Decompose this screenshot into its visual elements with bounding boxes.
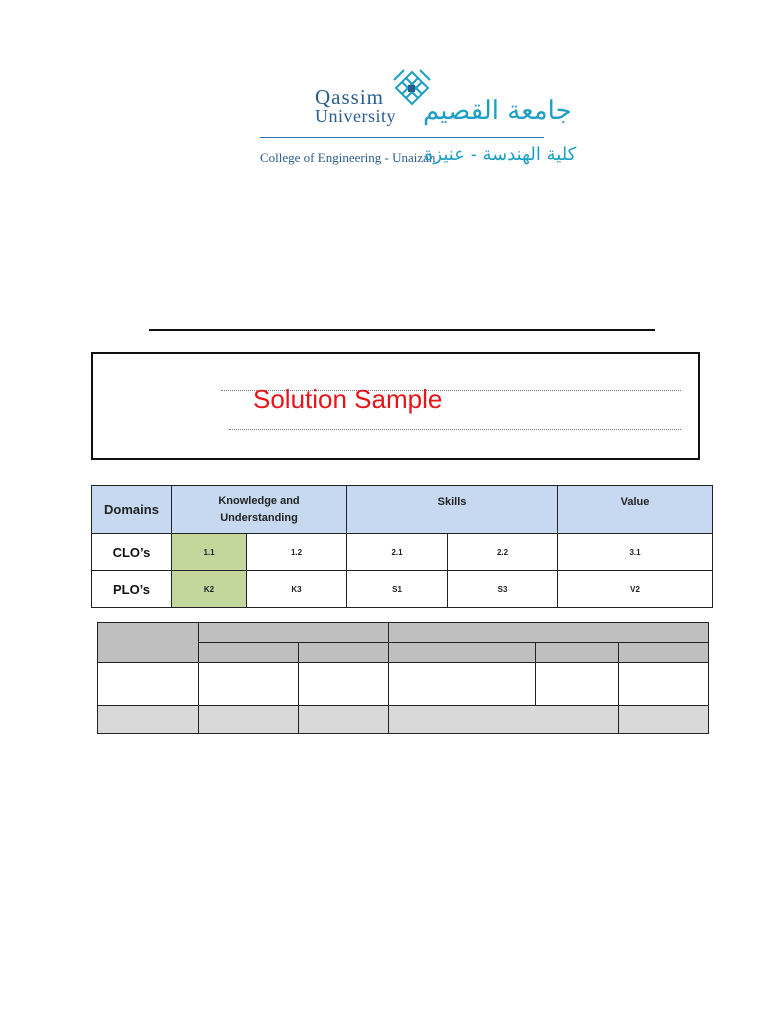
grid-cell <box>98 663 199 706</box>
clo-label: CLO’s <box>92 534 172 571</box>
grid-cell <box>199 663 299 706</box>
plo-cell: K2 <box>172 571 247 608</box>
grid-cell <box>536 663 619 706</box>
header-value: Value <box>558 486 713 534</box>
table-row <box>98 663 709 706</box>
title-box <box>91 352 700 460</box>
plo-cell: S1 <box>347 571 448 608</box>
plo-label: PLO’s <box>92 571 172 608</box>
university-logo <box>258 66 577 176</box>
table-row <box>92 571 713 608</box>
table-row <box>92 486 713 534</box>
logo-college-arabic: كلية الهندسة - عنيزة <box>424 144 577 165</box>
grid-total-cell <box>619 706 709 734</box>
grid-group-header <box>389 623 709 643</box>
plo-cell: K3 <box>247 571 347 608</box>
clo-cell: 2.1 <box>347 534 448 571</box>
logo-arabic-name: جامعة القصيم <box>423 96 572 126</box>
grid-sub-header <box>536 643 619 663</box>
grid-total-cell <box>98 706 199 734</box>
grid-cell <box>299 663 389 706</box>
grid-sub-header <box>299 643 389 663</box>
clo-cell: 2.2 <box>448 534 558 571</box>
logo-college-english: College of Engineering - Unaizah <box>260 150 436 165</box>
grid-group-header <box>199 623 389 643</box>
table-row <box>98 623 709 643</box>
logo-line-qassim: Qassim <box>315 85 384 109</box>
plo-cell: S3 <box>448 571 558 608</box>
header-domains: Domains <box>92 486 172 534</box>
logo-english-name <box>315 85 396 126</box>
grid-total-cell <box>389 706 619 734</box>
grid-sub-header <box>389 643 536 663</box>
table-row <box>92 534 713 571</box>
grid-sub-header <box>619 643 709 663</box>
header-knowledge: Knowledge and Understanding <box>172 486 347 534</box>
domains-table <box>91 485 713 608</box>
grid-sub-header <box>199 643 299 663</box>
clo-cell: 1.1 <box>172 534 247 571</box>
logo-divider <box>260 137 544 138</box>
grid-total-cell <box>299 706 389 734</box>
plo-cell: V2 <box>558 571 713 608</box>
title-rule <box>149 329 655 331</box>
grading-grid <box>97 622 709 734</box>
grid-cell <box>619 663 709 706</box>
dotted-line-bottom <box>229 429 681 430</box>
clo-cell: 1.2 <box>247 534 347 571</box>
grid-total-cell <box>199 706 299 734</box>
logo-line-university: University <box>315 105 396 126</box>
grid-corner-cell <box>98 623 199 663</box>
table-row <box>98 706 709 734</box>
header-skills: Skills <box>347 486 558 534</box>
clo-cell: 3.1 <box>558 534 713 571</box>
solution-sample-title: Solution Sample <box>253 384 443 414</box>
grid-cell <box>389 663 536 706</box>
